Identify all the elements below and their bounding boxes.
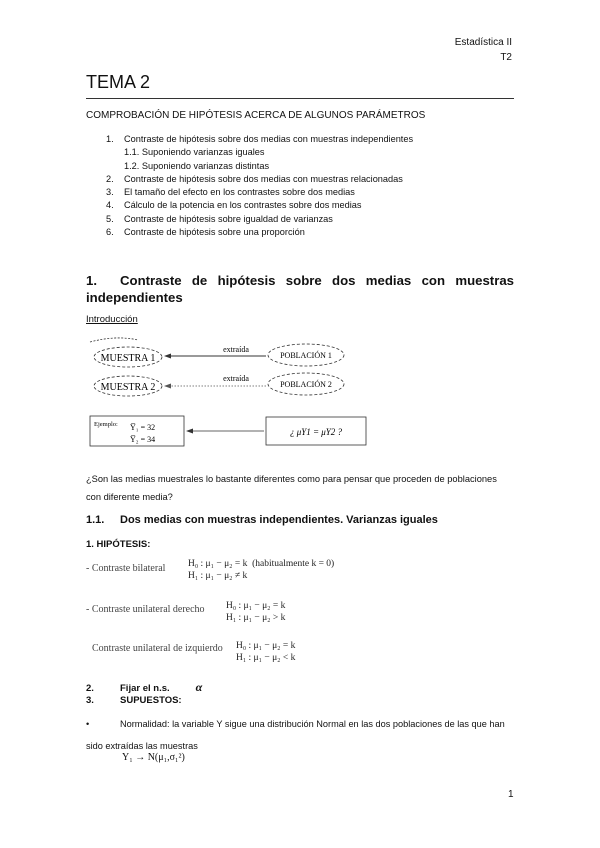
page-subtitle: COMPROBACIÓN DE HIPÓTESIS ACERCA DE ALGUNOS PARÁMETROS <box>86 110 426 121</box>
intro-heading: Introducción <box>86 314 138 325</box>
bilateral-test-label: - Contraste bilateral <box>86 563 166 574</box>
example-label: Ejemplo: <box>94 421 118 428</box>
arrow-1-head <box>164 354 171 359</box>
bilateral-h0: H₀ : μ₁ − μ₂ = k <box>188 559 248 569</box>
header-unit: T2 <box>500 52 512 63</box>
section-1-1-heading: 1.1. Dos medias con muestras independientes. Varianzas iguales <box>86 514 438 526</box>
sample-mean-2: Y̅₂ = 34 <box>130 435 156 444</box>
normal-distribution-formula: Y₁ → N(μ₁,σ₁²) <box>122 752 185 763</box>
right-test-label: - Contraste unilateral derecho <box>86 604 205 615</box>
toc-item: 6. Contraste de hipótesis sobre una proporción <box>106 227 305 238</box>
right-hypotheses <box>226 600 285 624</box>
toc-subitem: 1.2. Suponiendo varianzas distintas <box>124 160 270 171</box>
left-hypotheses <box>236 640 295 664</box>
table-of-contents <box>106 133 413 239</box>
step-2: 2. Fijar el n.s. α <box>86 680 203 694</box>
sample-1-label: MUESTRA 1 <box>100 353 156 364</box>
arrow-2-label: extraída <box>223 374 249 383</box>
question-paragraph: ¿Son las medias muestrales lo bastante diferentes como para pensar que proceden de poblaciones con diferente media? <box>86 474 497 502</box>
normality-bullet: • Normalidad: la variable Y sigue una distribución Normal en las dos poblaciones de las que han sido extraídas las muestras <box>86 719 505 751</box>
toc-item: 1. Contraste de hipótesis sobre dos medias con muestras independientes <box>106 134 414 144</box>
bilateral-hypotheses <box>188 558 334 582</box>
page-number: 1 <box>508 789 514 800</box>
question-formula: ¿ μY1 = μY2 ? <box>289 427 343 437</box>
arrow-2-head <box>164 384 171 389</box>
right-h1: H₁ : μ₁ − μ₂ > k <box>226 613 286 623</box>
right-h0: H₀ : μ₁ − μ₂ = k <box>226 601 286 611</box>
toc-item: 5. Contraste de hipótesis sobre igualdad de varianzas <box>106 213 333 224</box>
header-course: Estadística II <box>454 37 512 48</box>
population-1-label: POBLACIÓN 1 <box>280 351 332 360</box>
left-test-label: Contraste unilateral de izquierdo <box>92 643 223 654</box>
sampling-diagram <box>86 330 376 460</box>
alpha-symbol: α <box>195 680 203 694</box>
step-3: 3. SUPUESTOS: <box>86 695 182 706</box>
arrow-1-label: extraída <box>223 345 249 354</box>
toc-item: 4. Cálculo de la potencia en los contrastes sobre dos medias <box>106 200 362 211</box>
arrow-3-head <box>186 429 193 434</box>
hypothesis-heading: 1. HIPÓTESIS: <box>86 539 151 550</box>
bilateral-note: (habitualmente k = 0) <box>252 559 335 569</box>
left-h1: H₁ : μ₁ − μ₂ < k <box>236 653 296 663</box>
sample-mean-1: Y̅₁ = 32 <box>130 423 156 432</box>
population-2-label: POBLACIÓN 2 <box>280 380 332 389</box>
section-1-heading: 1. Contraste de hipótesis sobre dos medias con muestras independientes <box>86 273 514 305</box>
bilateral-h1: H₁ : μ₁ − μ₂ ≠ k <box>188 571 248 581</box>
page-title: TEMA 2 <box>86 72 151 92</box>
toc-subitem: 1.1. Suponiendo varianzas iguales <box>124 147 265 158</box>
sample-2-label: MUESTRA 2 <box>100 382 156 393</box>
left-h0: H₀ : μ₁ − μ₂ = k <box>236 641 296 651</box>
title-rule <box>86 98 514 99</box>
toc-item: 2. Contraste de hipótesis sobre dos medias con muestras relacionadas <box>106 173 403 184</box>
toc-item: 3. El tamaño del efecto en los contrastes sobre dos medias <box>106 187 355 198</box>
